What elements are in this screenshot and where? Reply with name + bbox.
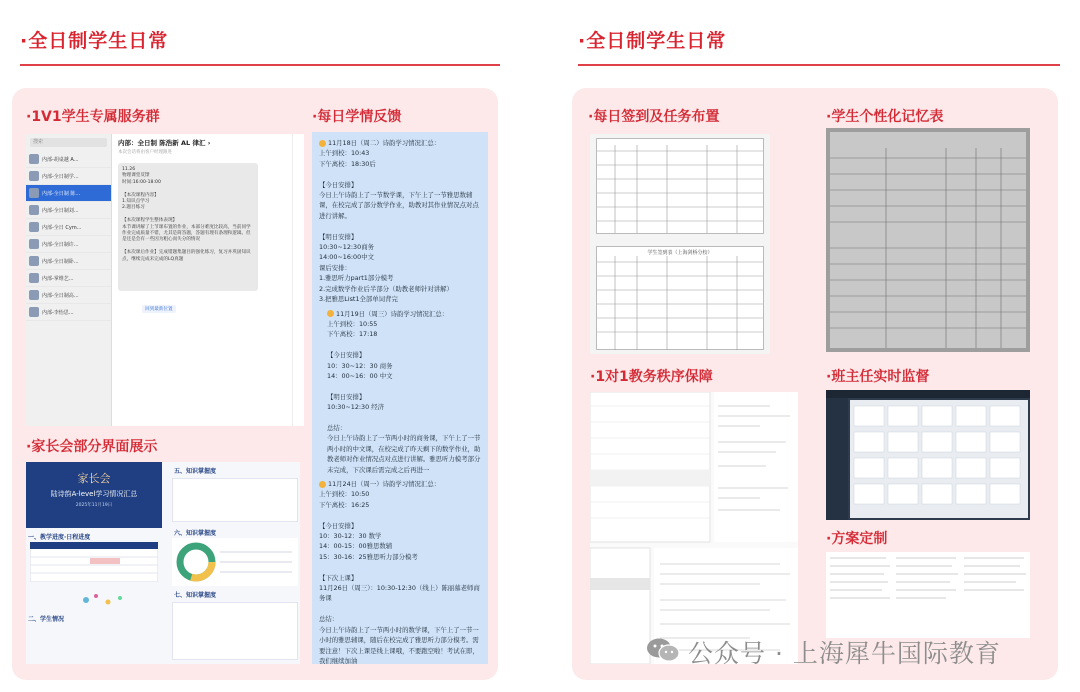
avatar [29, 256, 39, 266]
conversation-name: 内部-全日制学... [42, 173, 79, 180]
checkin-sheet-title: 学生签到表（上海剑桥分校） [647, 250, 713, 256]
memory-title: ·学生个性化记忆表 [826, 109, 944, 125]
cover-subtitle: 陆诗韵A-level学习情况汇总 [50, 490, 138, 498]
avatar [29, 171, 39, 181]
conversation-item[interactable] [26, 168, 111, 185]
checkin-sheet-photo [590, 134, 770, 354]
conversation-item[interactable] [26, 202, 111, 219]
schedule-table-grid [590, 392, 798, 664]
conversation-item[interactable] [26, 185, 111, 202]
chat-subtitle: 本次会话将由客户经理跟进 [118, 150, 172, 155]
right-section-title: ·全日制学生日常 [578, 30, 727, 52]
conversation-name: 内部-全日制卧... [42, 258, 79, 265]
conversation-item[interactable] [26, 287, 111, 304]
wechat-icon [646, 637, 680, 663]
plan-document [826, 552, 1030, 638]
report-text: 11月19日（周三）诗韵学习情况汇总： 上午到校：10:55 下午离校：17:18 【今日安排】 10：30~12：30 商务 14：00~16：00 中文 【明日安排】 10:30~12:30 经济 总结： 今日上午诗韵上了一节两小时的商务课，下午上了一节两小时的中文课，在校完成了昨天剩下的数学作业，助教老师对作业情况点对点进行讲解。雅思听力模考部分未完成，下次课后需完成之后再进一 [327, 309, 481, 474]
donut-thumbnail [172, 538, 298, 586]
memory-sheet-photo [826, 128, 1030, 352]
avatar [29, 290, 39, 300]
avatar [29, 188, 39, 198]
avatar [29, 205, 39, 215]
cover-title: 家长会 [77, 472, 111, 485]
cover-date: 2025年11月19日 [75, 503, 113, 508]
avatar [29, 222, 39, 232]
report-entry [319, 479, 481, 664]
monitor-title: ·班主任实时监督 [826, 369, 930, 385]
slide-block-five: 五、知识掌握度 [174, 468, 217, 475]
conversation-item[interactable] [26, 236, 111, 253]
parent-meeting-cover [26, 462, 162, 528]
scatter-thumbnail [56, 586, 156, 612]
monitor-dashboard [826, 390, 1030, 520]
monitor-dashboard-grid [826, 390, 1030, 520]
schedule-table-screenshot [590, 392, 798, 664]
chat-search-input[interactable]: 搜索 [30, 138, 107, 147]
order-title: ·1对1教务秩序保障 [590, 369, 713, 385]
checkin-title: ·每日签到及任务布置 [588, 109, 720, 125]
emoji-icon [319, 140, 326, 147]
conversation-item[interactable] [26, 151, 111, 168]
report-entry [319, 138, 481, 305]
conversation-name: 内部-全日制刘... [42, 207, 79, 214]
conversation-name: 内部-李怡思... [42, 309, 74, 316]
report-text: 11月18日（周二）诗韵学习情况汇总： 上午到校：10:43 下午离校：18:30后 【今日安排】 今日上午诗韵上了一节数学课，下午上了一节雅思数辅课，在校完成了部分数学作业，助教对其作业情况点对点进行讲解。 【明日安排】 10:30~12:30商务 14:00~16:00中文 课后安排： 1.雅思听力part1部分模考 2.完成数学作业后半部分（助教老师针对讲解） 3.把雅思List1全部单词背完 [319, 139, 479, 304]
conversation-name: 内部-全日制高... [42, 292, 79, 299]
conversation-name: 内部-全日制许... [42, 241, 79, 248]
emoji-icon [319, 481, 326, 488]
chat-title: 内部：全日制 陈浩新 AL 律汇 › [118, 139, 211, 147]
memory-sheet-grid [826, 128, 1030, 352]
chat-screenshot [26, 134, 304, 426]
chat-message: 11.26 物理课堂反馈 时间:16:00-18:00 【本次课程内容】 1.知识点学习 2.题目练习 【本次课程学生整体表现】 本节课讲解了上节课布置的作业，本部分难度比较高，当前同学作业完成质量不错，尤其是简答题，答题有理有条理和逻辑。但是还是会有一些因为粗心而失分的情况 【本次课后作业】完成错题集题目的强化练习，复习并巩固知识点，继续完成未完成的LQ真题 [118, 163, 258, 291]
avatar [29, 154, 39, 164]
left-section-title: ·全日制学生日常 [20, 30, 169, 52]
plan-title: ·方案定制 [826, 531, 888, 547]
service-group-title: ·1V1学生专属服务群 [26, 109, 160, 125]
chat-side-rail [292, 134, 304, 426]
conversation-item[interactable] [26, 304, 111, 321]
slide-block-six: 六、知识掌握度 [174, 530, 217, 537]
daily-report [312, 132, 488, 664]
right-section-divider [578, 64, 1060, 66]
slide-text-box [172, 478, 298, 522]
conversation-name: 内部-全日 Cym... [42, 224, 82, 231]
checkin-sheet-bottom [596, 246, 764, 350]
chat-main [112, 134, 292, 426]
avatar [29, 239, 39, 249]
avatar [29, 307, 39, 317]
slide-block-two: 二、学生情况 [28, 616, 65, 623]
checkin-grid-top [597, 139, 763, 233]
slide-block-seven: 七、知识掌握度 [174, 592, 217, 599]
conversation-list [26, 134, 112, 426]
report-text: 11月24日（周一）诗韵学习情况汇总： 上午到校：10:50 下午离校：16:25 【今日安排】 10：30-12：30 数学 14：00-15：00雅思数辅 15：30-16：25雅思听力部分模考 【下次上课】 11月26日（周三）：10:30-12:30（线上）陈丽慕老师商务课 总结： 今日上午诗韵上了一节两小时的数学课，下午上了一节一小时的雅思辅课，随后在校完成了雅思听力部分模考。需要注意！下次上课是线上课哦，不要跑空啦！考试在即，我们继续加油 [319, 480, 480, 664]
watermark-text: 公众号 · 上海犀牛国际教育 [688, 639, 1001, 668]
slide-block-one: 一、教学进度·日程进度 [28, 534, 91, 541]
daily-feedback-title: ·每日学情反馈 [312, 109, 402, 125]
slide-text-box-bottom [172, 602, 298, 660]
conversation-item[interactable] [26, 270, 111, 287]
checkin-sheet-top [596, 138, 764, 234]
conversation-name: 内部-全日制 陈... [42, 190, 81, 197]
conversation-item[interactable] [26, 253, 111, 270]
left-section-divider [20, 64, 500, 66]
parent-meeting-title: ·家长会部分界面展示 [26, 439, 158, 455]
parent-meeting-slides [26, 462, 300, 664]
report-entry [327, 309, 481, 476]
schedule-table [30, 542, 158, 582]
conversation-name: 内部-胡桌越 A... [42, 156, 79, 163]
jump-latest-button[interactable]: 回到最新位置 [142, 305, 176, 313]
emoji-icon [327, 310, 334, 317]
conversation-item[interactable] [26, 219, 111, 236]
conversation-name: 内部-掌维艺... [42, 275, 74, 282]
avatar [29, 273, 39, 283]
plan-document-lines [826, 552, 1030, 638]
checkin-grid-bottom [597, 256, 763, 350]
